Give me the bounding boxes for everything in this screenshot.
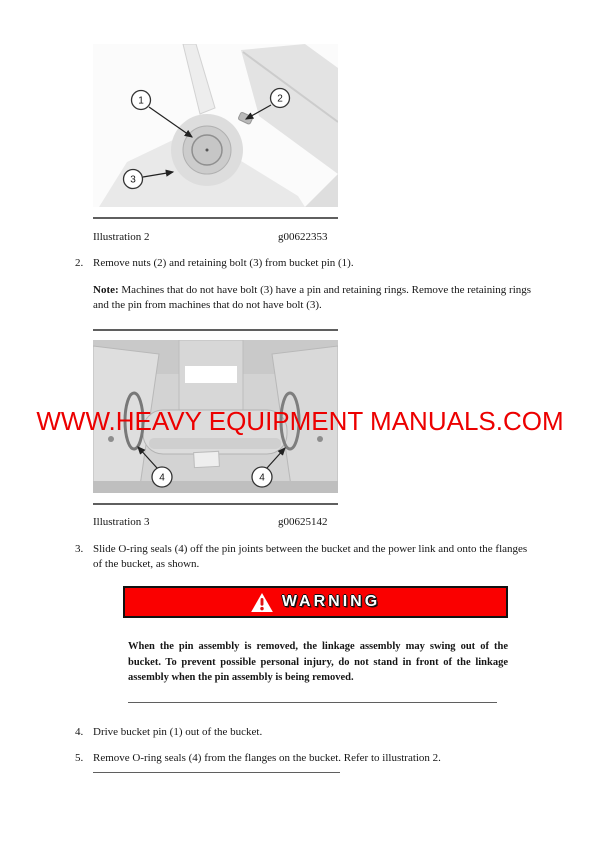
step-3-text: Slide O-ring seals (4) off the pin joints between the bucket and the power link and onto the flanges of the bucket, as shown.	[93, 543, 528, 570]
step-5-number: 5.	[75, 752, 84, 764]
note-paragraph	[93, 283, 533, 313]
page-bottom-divider	[93, 772, 340, 773]
figure3-caption-label: Illustration 3	[93, 516, 150, 528]
note-text: Machines that do not have bolt (3) have a pin and retaining rings. Remove the retaining rings and the pin from machines that do not have bolt (3).	[93, 284, 532, 311]
illustration-2-photo	[93, 44, 338, 207]
callout-label-4-left: 4	[159, 472, 165, 484]
warning-triangle-icon	[251, 593, 273, 612]
warning-bottom-divider	[128, 702, 497, 703]
warning-text: When the pin assembly is removed, the linkage assembly may swing out of the bucket. To prevent possible personal injury, do not stand in front of the linkage assembly when the pin assembly is being removed.	[128, 641, 508, 683]
callout-label-3: 3	[130, 174, 136, 186]
figure3-top-divider	[93, 329, 338, 331]
step-4-text: Drive bucket pin (1) out of the bucket.	[93, 726, 263, 738]
note-label: Note:	[93, 284, 119, 296]
step-2-number: 2.	[75, 257, 84, 269]
figure3-bottom-divider	[93, 503, 338, 505]
step-2	[75, 256, 538, 271]
step-3	[75, 542, 538, 572]
warning-title: WARNING	[281, 593, 381, 610]
step-2-text: Remove nuts (2) and retaining bolt (3) from bucket pin (1).	[93, 257, 354, 269]
callout-label-4-right: 4	[259, 472, 265, 484]
warning-banner	[123, 586, 508, 618]
site-watermark: WWW.HEAVY EQUIPMENT MANUALS.COM	[36, 406, 564, 436]
step-3-number: 3.	[75, 543, 84, 555]
step-5	[75, 751, 538, 766]
step-5-text: Remove O-ring seals (4) from the flanges on the bucket. Refer to illustration 2.	[93, 752, 441, 764]
callout-label-2: 2	[277, 93, 283, 105]
figure2-divider	[93, 217, 338, 219]
figure2-caption-label: Illustration 2	[93, 231, 150, 243]
bucket-pin-drawing	[93, 44, 338, 207]
label-plate-shape	[194, 451, 220, 467]
figure2-caption	[93, 231, 338, 244]
figure2-ref-number: g00622353	[278, 231, 328, 243]
step-4	[75, 725, 538, 740]
figure3-ref-number: g00625142	[278, 516, 328, 528]
step-4-number: 4.	[75, 726, 84, 738]
figure3-caption	[93, 516, 338, 529]
callout-label-1: 1	[138, 95, 144, 107]
